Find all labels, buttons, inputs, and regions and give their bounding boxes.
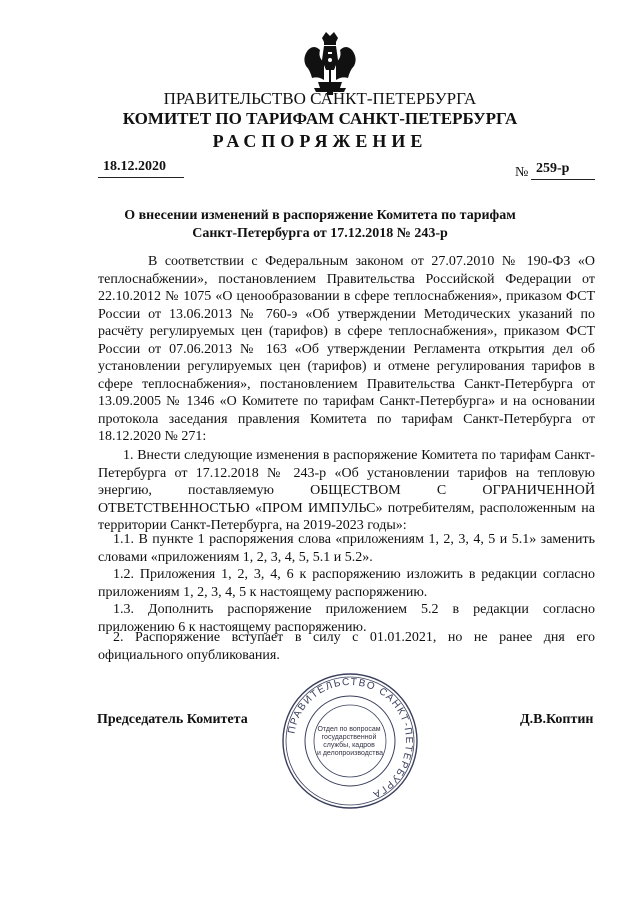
svg-text:ПРАВИТЕЛЬСТВО САНКТ-ПЕТЕРБУРГА: ПРАВИТЕЛЬСТВО САНКТ-ПЕТЕРБУРГА bbox=[286, 676, 415, 801]
document-subject bbox=[0, 207, 640, 243]
document-date: 18.12.2020 bbox=[103, 159, 166, 174]
subject-line-2: Санкт-Петербурга от 17.12.2018 № 243-р bbox=[192, 226, 448, 241]
document-type-title: РАСПОРЯЖЕНИЕ bbox=[212, 131, 428, 151]
official-stamp-seal bbox=[281, 672, 419, 810]
date-underline bbox=[98, 177, 184, 178]
document-number: 259-р bbox=[536, 161, 570, 176]
item-1-1-paragraph: 1.1. В пункте 1 распоряжения слова «приложениям 1, 2, 3, 4, 5 и 5.1» заменить словами «приложениям 1, 2, 3, 4, 5, 5.1 и 5.2». bbox=[98, 532, 595, 565]
number-prefix: № bbox=[515, 165, 529, 180]
coat-of-arms-emblem bbox=[300, 30, 360, 96]
signatory-name: Д.В.Коптин bbox=[520, 712, 594, 727]
item-1-2-paragraph: 1.2. Приложения 1, 2, 3, 4, 6 к распоряжению изложить в редакции согласно приложениям 1, 2, 3, 4, 5 к настоящему распоряжению. bbox=[98, 567, 595, 600]
preamble-paragraph: В соответствии с Федеральным законом от 27.07.2010 № 190-ФЗ «О теплоснабжении», постановлением Правительства Российской Федерации от 22.10.2012 № 1075 «О ценообразовании в сфере теплоснабжения», приказом ФСТ России от 13.06.2013 № 760-э «Об утверждении Методических указаний по расчёту регулируемых цен (тарифов) в сфере теплоснабжения», приказом ФСТ России от 07.06.2013 № 163 «Об утверждении Регламента открытия дел об установлении регулируемых цен (тарифов) и отмене регулирования тарифов в сфере теплоснабжения», постановлением Правительства Санкт-Петербурга от 13.09.2005 № 1346 «О Комитете по тарифам Санкт-Петербурга» и на основании протокола заседания правления Комитета по тарифам Санкт-Петербурга от 18.12.2020 № 271: bbox=[98, 254, 595, 444]
item-1-paragraph: 1. Внести следующие изменения в распоряжение Комитета по тарифам Санкт-Петербурга от 17.12.2018 № 243-р «Об установлении тарифов на тепловую энергию, поставляемую ОБЩЕСТВОМ С ОГРАНИЧЕННОЙ ОТВЕТСТВЕННОСТЬЮ «ПРОМ ИМПУЛЬС» потребителям, расположенным на территории Санкт-Петербурга, на 2019-2023 годы»: bbox=[98, 448, 595, 533]
item-1-3-paragraph: 1.3. Дополнить распоряжение приложением 5.2 в редакции согласно приложению 6 к настоящему распоряжению. bbox=[98, 602, 595, 635]
signatory-title: Председатель Комитета bbox=[97, 712, 248, 727]
number-underline bbox=[531, 179, 595, 180]
subject-line-1: О внесении изменений в распоряжение Комитета по тарифам bbox=[124, 208, 516, 223]
item-2-paragraph: 2. Распоряжение вступает в силу с 01.01.2021, но не ранее дня его официального опубликования. bbox=[98, 630, 595, 663]
committee-header: КОМИТЕТ ПО ТАРИФАМ САНКТ-ПЕТЕРБУРГА bbox=[122, 109, 518, 128]
svg-text:Отдел по вопросам государс: Отдел по вопросам государственной службы, кадров и делопроизводства bbox=[316, 726, 384, 757]
government-header: ПРАВИТЕЛЬСТВО САНКТ-ПЕТЕРБУРГА bbox=[163, 89, 477, 108]
